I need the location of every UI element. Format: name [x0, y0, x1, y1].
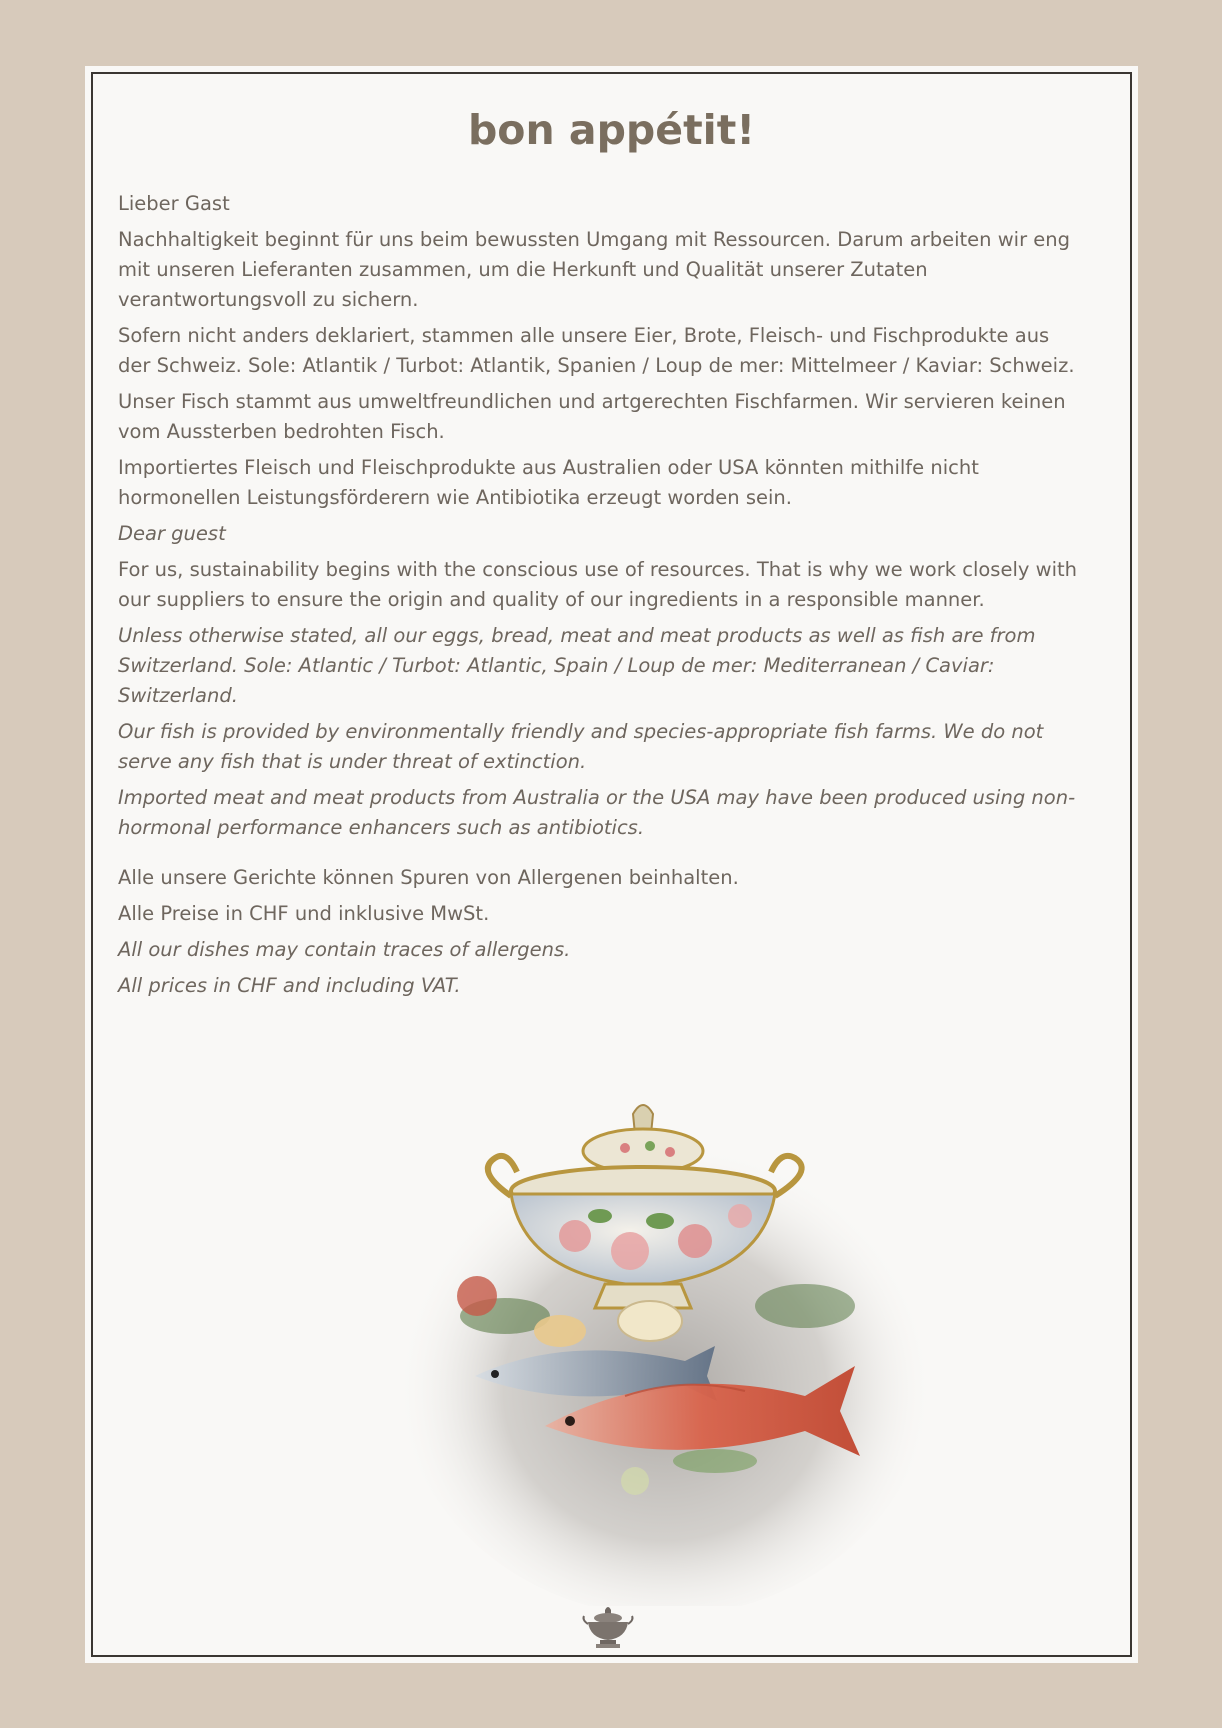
fish-paragraph-de: Unser Fisch stammt aus umweltfreundlichen und artgerechten Fischfarmen. Wir servieren keinen vom Aussterben bedrohten Fisch. [118, 390, 1066, 443]
origin-paragraph-en: Unless otherwise stated, all our eggs, bread, meat and meat products as well as fish are from Switzerland. Sole: Atlantic / Turbot: Atlantic, Spain / Loup de mer: Mediterranean / Caviar: Switzerland. [118, 624, 1036, 707]
tureen-and-fish-illustration [385, 1076, 945, 1606]
allergen-note-de: Alle unsere Gerichte können Spuren von Allergenen beinhalten. [118, 866, 739, 889]
notice-text [118, 189, 1078, 1007]
origin-paragraph-de: Sofern nicht anders deklariert, stammen alle unsere Eier, Brote, Fleisch- und Fischprodukte aus der Schweiz. Sole: Atlantik / Turbot: Atlantik, Spanien / Loup de mer: Mittelmeer / Kaviar: Schweiz. [118, 324, 1075, 377]
sustainability-paragraph-de: Nachhaltigkeit beginnt für uns beim bewussten Umgang mit Ressourcen. Darum arbeiten wir eng mit unseren Lieferanten zusammen, um die Herkunft und Qualität unserer Zutaten verantwortungsvoll zu sichern. [118, 228, 1071, 311]
sustainability-paragraph-en: For us, sustainability begins with the conscious use of resources. That is why we work closely with our suppliers to ensure the origin and quality of our ingredients in a responsible manner. [118, 558, 1077, 611]
page-title: bon appétit! [467, 106, 756, 154]
menu-page [85, 66, 1138, 1663]
meat-paragraph-en: Imported meat and meat products from Australia or the USA may have been produced using non-hormonal performance enhancers such as antibiotics. [118, 786, 1076, 839]
greeting-de: Lieber Gast [118, 192, 230, 215]
allergen-note-en: All our dishes may contain traces of allergens. [118, 938, 571, 961]
tureen-emblem-icon [578, 1604, 638, 1654]
price-note-de: Alle Preise in CHF und inklusive MwSt. [118, 902, 490, 925]
greeting-en: Dear guest [118, 522, 226, 545]
price-note-en: All prices in CHF and including VAT. [118, 974, 461, 997]
fish-paragraph-en: Our fish is provided by environmentally friendly and species-appropriate fish farms. We do not serve any fish that is under threat of extinction. [118, 720, 1044, 773]
meat-paragraph-de: Importiertes Fleisch und Fleischprodukte aus Australien oder USA könnten mithilfe nicht hormonellen Leistungsförderern wie Antibiotika erzeugt worden sein. [118, 456, 979, 509]
